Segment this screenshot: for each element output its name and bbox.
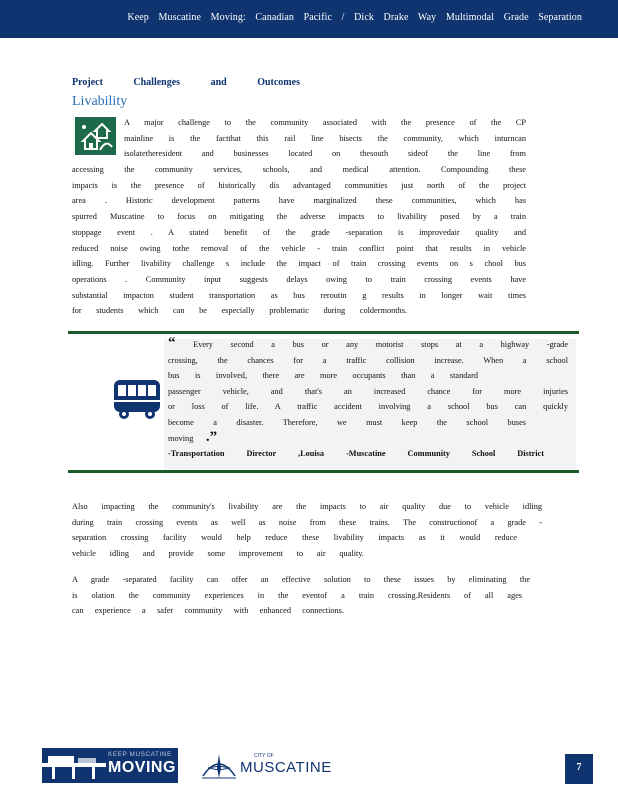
quote-open-mark: “ [168, 335, 176, 351]
keep-muscatine-moving-logo [42, 748, 178, 783]
text-line: is olation the community experiences in the eventof a train crossing.Residents of all ages [72, 590, 522, 600]
quote-bottom-rule [68, 470, 579, 473]
text-line: for students which can be especially problematic during coldermonths. [72, 306, 407, 316]
quote-text: Every second a bus or any motorist stops at a highway -grade [193, 340, 568, 349]
section-subtitle: Livability [72, 94, 128, 109]
text-line: can experience a safer community with enhanced connections. [72, 606, 344, 616]
quote-line: become a disaster. Therefore, we must keep the school buses [168, 417, 526, 427]
livability-icon [75, 117, 116, 155]
quote-line: crossing, the chances for a traffic collision increase. When a school [168, 355, 568, 365]
train-bridge-icon [42, 748, 106, 783]
paragraph-1-intro [124, 115, 526, 162]
quote-line: passenger vehicle, and that's an increased chance for more injuries [168, 386, 568, 396]
text-line: impacts is the presence of historically dis advantaged communities just north of the project [72, 180, 526, 190]
text-line: Also impacting the community's livability are the impacts to air quality due to vehicle idling [72, 502, 542, 511]
text-line: operations . Community input suggests delays owing to train crossing events have [72, 274, 526, 284]
text-line: accessing the community services, schools, and medical attention. Compounding these [72, 165, 526, 174]
paragraph-3 [72, 572, 530, 619]
quote-line [168, 337, 568, 353]
text-line: vehicle idling and provide some improvement to air quality. [72, 549, 364, 559]
header-title: Keep Muscatine Moving: Canadian Pacific / Dick Drake Way Multimodal Grade Separation [127, 12, 582, 23]
logo-main-text: MUSCATINE [240, 759, 332, 776]
pull-quote [168, 337, 568, 462]
text-line: spurred Muscatine to focus on mitigating the adverse impacts to livability posed by a train [72, 212, 526, 222]
city-compass-icon [200, 748, 238, 782]
quote-last-line [168, 428, 568, 447]
quote-line: or loss of life. A traffic accident involving a school bus can quickly [168, 402, 568, 412]
quote-attribution: -Transportation Director ,Louisa -Muscatine Community School District [168, 449, 544, 459]
text-line: separation crossing facility would help reduce these livability impacts as it would reduce [72, 533, 517, 543]
paragraph-2 [72, 499, 542, 562]
quote-close-mark: .” [205, 428, 218, 445]
page-number-box [565, 754, 593, 784]
logo-top-text: KEEP MUSCATINE [108, 751, 172, 758]
quote-line: bus is involved, there are more occupants than a standard [168, 371, 478, 381]
section-title: Project Challenges and Outcomes [72, 77, 300, 88]
text-line: reduced noise owing tothe removal of the vehicle - train conflict point that results in vehicle [72, 243, 526, 253]
city-of-muscatine-logo [200, 748, 350, 782]
text-line: isolatetheresident and businesses located on thesouth sideof the line from [124, 149, 526, 159]
paragraph-1-body [72, 162, 526, 319]
header-bar [0, 0, 618, 38]
quote-last-word: moving [168, 433, 194, 443]
text-line: during train crossing events as well as noise from these trains. The constructionof a grade - [72, 517, 542, 527]
text-line: area . Historic development patterns have marginalized these communities, which has [72, 196, 526, 206]
logo-small-text: CITY OF [254, 753, 274, 759]
text-line: idling. Further livability challenge s include the impact of train crossing events on s chool bus [72, 259, 526, 269]
page-number: 7 [576, 762, 582, 773]
quote-top-rule [68, 331, 579, 334]
text-line: substantial impacton student transportation as bus reroutin g results in longer wait times [72, 290, 526, 300]
text-line: stoppage event . A stated benefit of the grade -separation is improvedair quality and [72, 227, 526, 237]
logo-main-text: MOVING [108, 759, 176, 776]
text-line: A major challenge to the community associated with the presence of the CP [124, 118, 526, 127]
text-line: mainline is the factthat this rail line bisects the community, which inturncan [124, 133, 526, 143]
text-line: A grade -separated facility can offer an effective solution to these issues by eliminating the [72, 575, 530, 584]
school-bus-icon [112, 376, 162, 422]
